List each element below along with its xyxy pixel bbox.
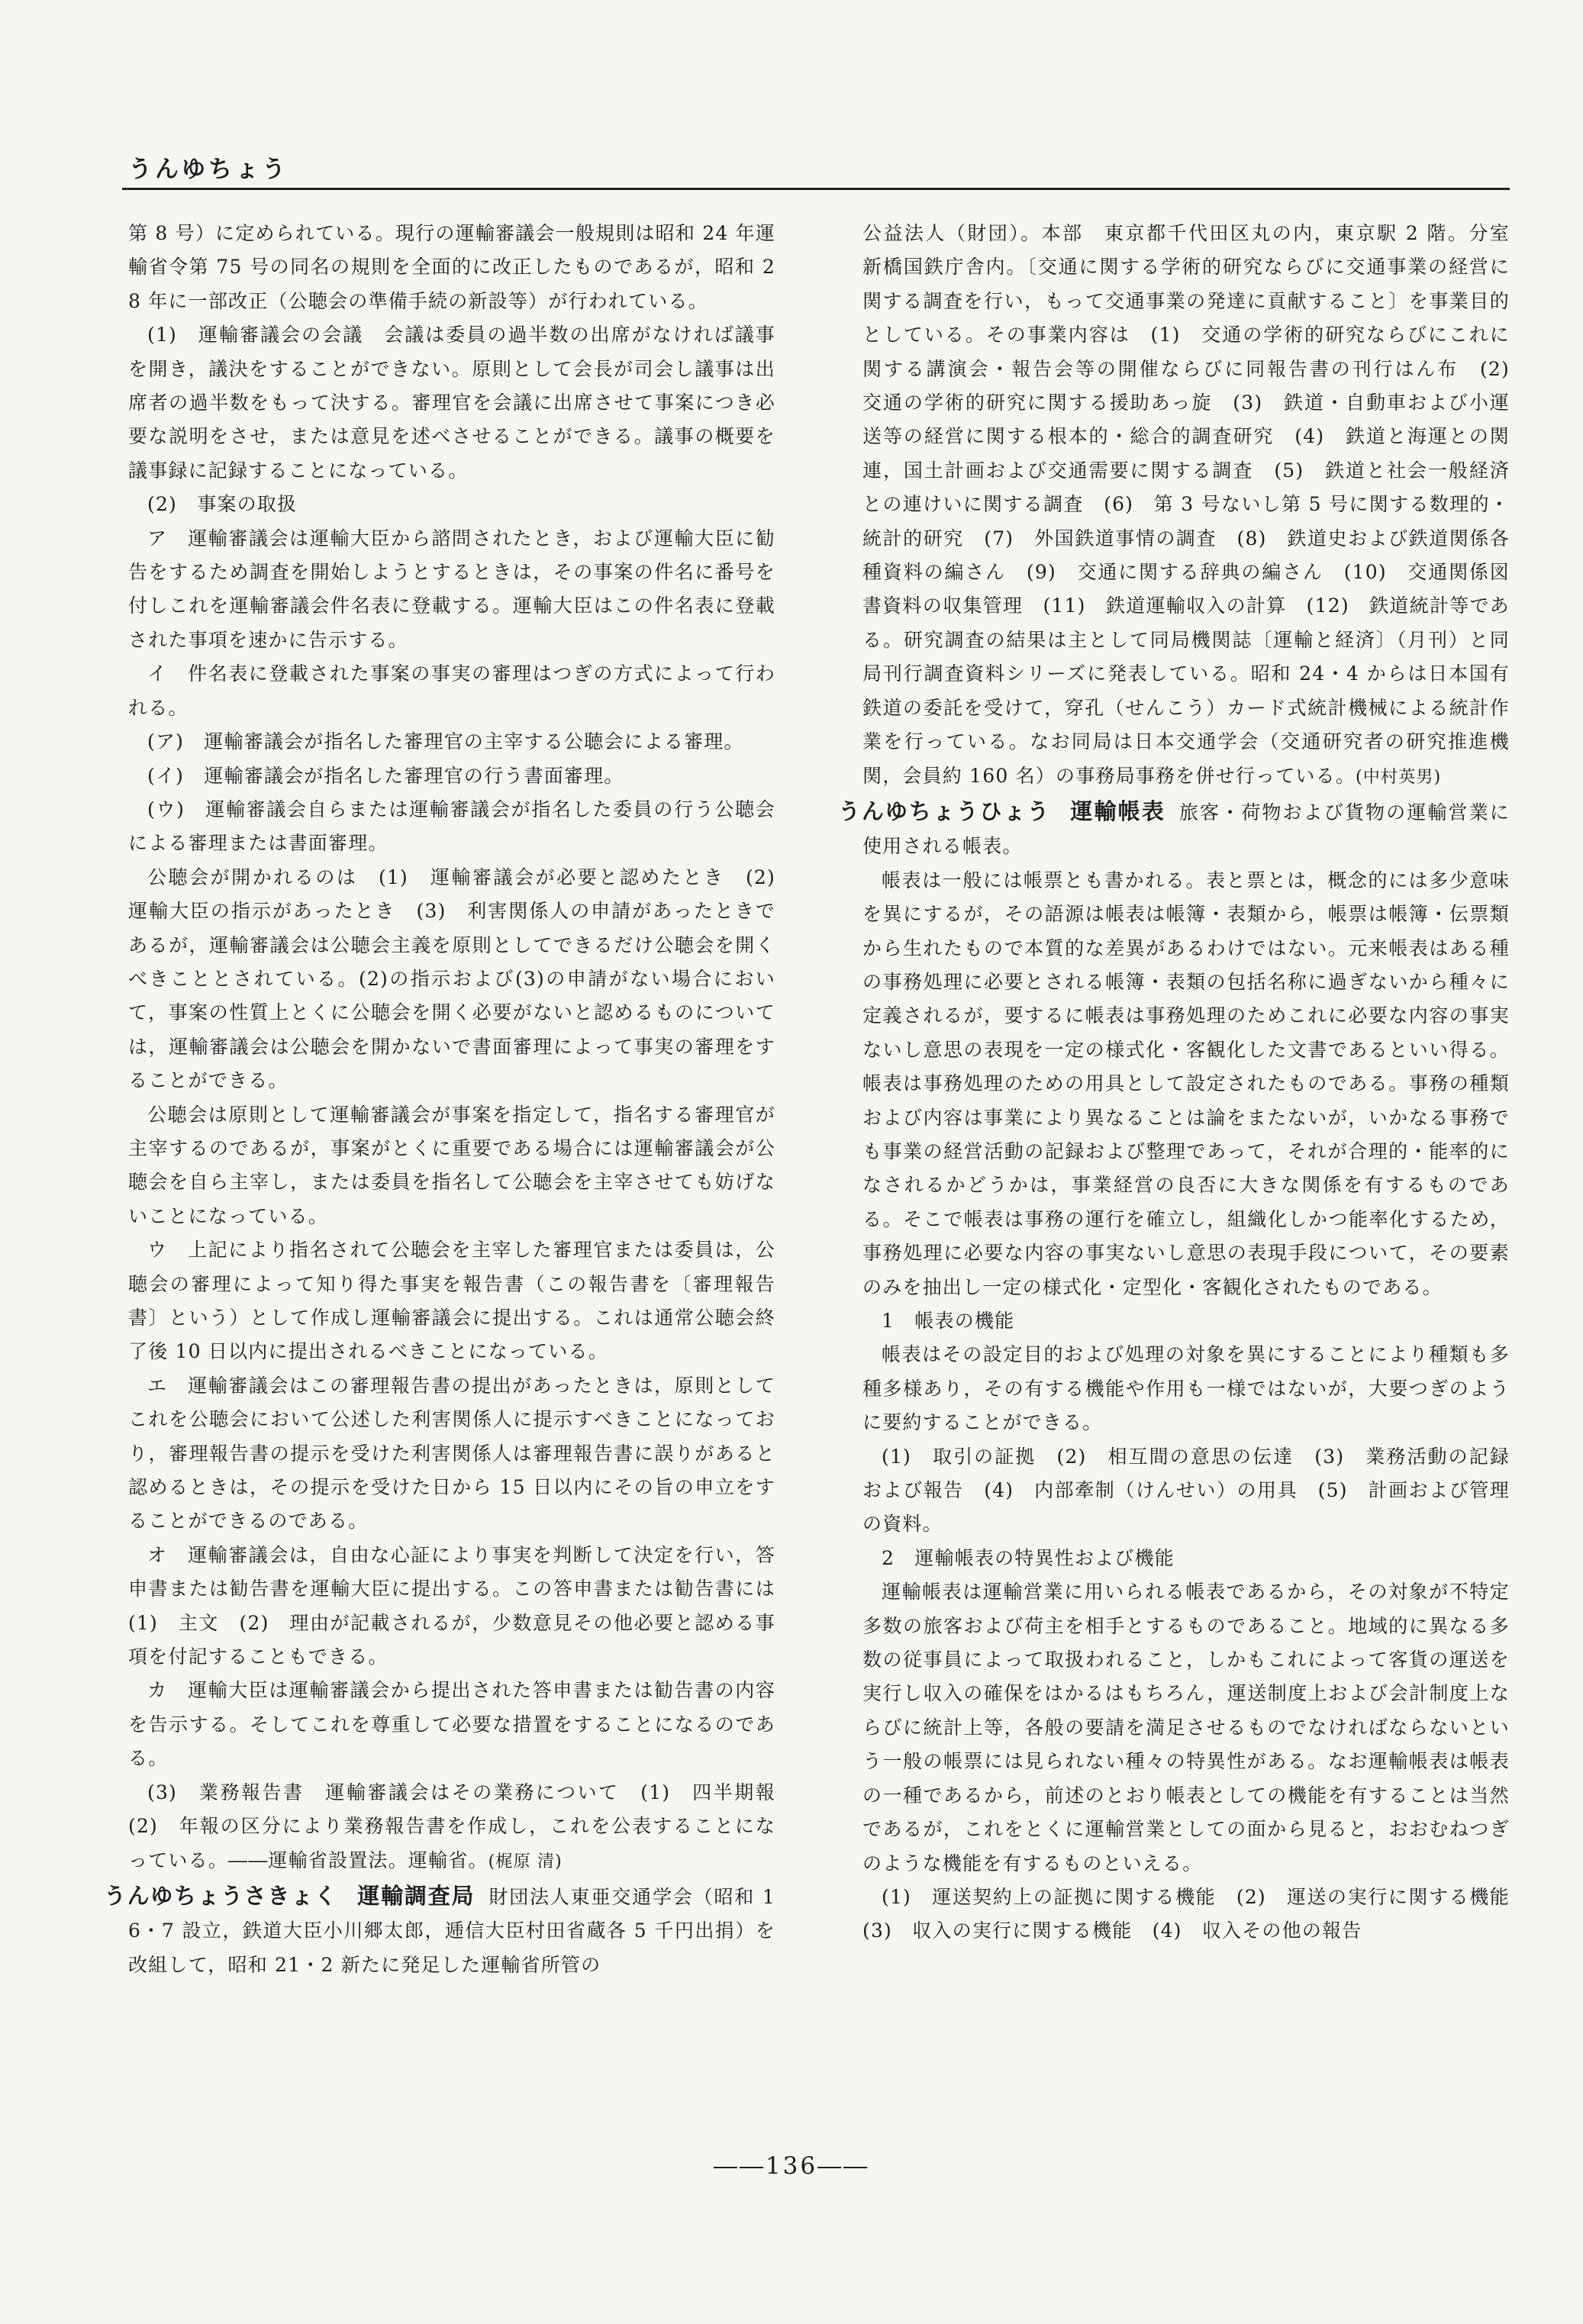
entry-headword: うんゆちょうさきょく: [104, 1882, 338, 1909]
entry-text: 旅客・荷物および貨物の運輸営業に使用される帳表。: [862, 801, 1510, 858]
paragraph: (ウ) 運輸審議会自らまたは運輸審議会が指名した委員の行う公聴会による審理または書面審理。: [128, 798, 775, 855]
paragraph: ア 運輸審議会は運輸大臣から諮問されたとき，および運輸大臣に勧告をするため調査を開始しようとするときは，その事案の件名に番号を付しこれを運輸審議会件名表に登載する。運輸大臣はこの件名表に登載された事項を速かに告示する。: [128, 527, 775, 651]
dictionary-entry: [838, 795, 1510, 864]
paragraph: 帳表は一般には帳票とも書かれる。表と票とは，概念的には多少意味を異にするが，その語源は帳表は帳簿・表類から，帳票は帳簿・伝票類から生れたもので本質的な差異があるわけではない。元来帳表はある種の事務処理に必要とされる帳簿・表類の包括名称に過ぎないから種々に定義されるが，要するに帳表は事務処理のためこれに必要な内容の事実ないし意思の表現を一定の様式化・客観化した文書であるといい得る。帳表は事務処理のための用具として設定されたものである。事務の種類および内容は事業により異なることは論をまたないが，いかなる事務でも事業の経営活動の記録および整理であって，それが合理的・能率的になされるかどうかは，事業経営の良否に大きな関係を有するものである。そこで帳表は事務の運行を確立し，組織化しかつ能率化するため，事務処理に必要な内容の事実ないし意思の表現手段について，その要素のみを抽出し一定の様式化・定型化・客観化されたものである。: [862, 869, 1510, 1298]
paragraph: (イ) 運輸審議会が指名した審理官の行う書面審理。: [147, 764, 624, 787]
paragraph: カ 運輸大臣は運輸審議会から提出された答申書または勧告書の内容を告示する。そしてこれを尊重して必要な措置をすることになるのである。: [128, 1679, 775, 1770]
paragraph: (1) 運送契約上の証拠に関する機能 (2) 運送の実行に関する機能 (3) 収入の実行に関する機能 (4) 収入その他の報告: [862, 1885, 1530, 1942]
entry-headword: うんゆちょうひょう: [838, 798, 1051, 824]
paragraph: [862, 217, 1530, 795]
author-credit: (中村英男): [1356, 767, 1442, 787]
entry-text: 財団法人東亜交通学会（昭和 16・7 設立，鉄道大臣小川郷太郎，逓信大臣村田省蔵各 5 千円出捐）を改組して，昭和 21・2 新たに発足した運輸省所管の: [128, 1885, 775, 1976]
left-column: [104, 217, 796, 2140]
running-head: うんゆちょう: [128, 156, 289, 183]
paragraph: オ 運輸審議会は，自由な心証により事実を判断して決定を行い，答申書または勧告書を運輸大臣に提出する。この答申書または勧告書には (1) 主文 (2) 理由が記載されるが，少数意見その他必要と認める事項を付記することもできる。: [128, 1543, 796, 1668]
entry-title: 運輸調査局: [357, 1882, 476, 1909]
paragraph: 第 8 号）に定められている。現行の運輸審議会一般規則は昭和 24 年運輸省令第 75 号の同名の規則を全面的に改正したものであるが，昭和 28 年に一部改正（公聴会の準備手続の新設等）が行われている。: [128, 222, 775, 312]
paragraph: エ 運輸審議会はこの審理報告書の提出があったときは，原則としてこれを公聴会において公述した利害関係人に提示すべきことになっており，審理報告書の提示を受けた利害関係人は審理報告書に誤りがあると認めるときは，その提示を受けた日から 15 日以内にその旨の申立をすることができるのである。: [128, 1374, 775, 1533]
section-heading: 2 運輸帳表の特異性および機能: [882, 1546, 1175, 1569]
paragraph: (ア) 運輸審議会が指名した審理官の主宰する公聴会による審理。: [147, 730, 744, 753]
paragraph: イ 件名表に登載された事案の事実の審理はつぎの方式によって行われる。: [128, 662, 775, 719]
header-rule: [122, 188, 1510, 190]
paragraph: ウ 上記により指名されて公聴会を主宰した審理官または委員は，公聴会の審理によって知り得た事実を報告書（この報告書を〔審理報告書〕という）として作成し運輸審議会に提出する。これは通常公聴会終了後 10 日以内に提出されるべきことになっている。: [128, 1239, 775, 1363]
section-heading: 1 帳表の機能: [882, 1310, 1015, 1332]
paragraph: 公聴会は原則として運輸審議会が事案を指定して，指名する審理官が主宰するのであるが，事案がとくに重要である場合には運輸審議会が公聴会を自ら主宰し，または委員を指名して公聴会を主宰させても妨げないことになっている。: [128, 1103, 775, 1227]
paragraph: (2) 事案の取扱: [147, 493, 298, 516]
paragraph: 帳表はその設定目的および処理の対象を異にすることにより種類も多種多様あり，その有する機能や作用も一様ではないが，大要つぎのように要約することができる。: [862, 1343, 1510, 1434]
paragraph-text: (3) 業務報告書 運輸審議会はその業務について (1) 四半期報 (2) 年報の区分により業務報告書を作成し，これを公表することになっている。――運輸省設置法。運輸省。: [128, 1781, 796, 1871]
paragraph: [128, 1776, 796, 1879]
right-column: [838, 217, 1530, 2140]
author-credit: (梶原 清): [488, 1852, 563, 1871]
paragraph: (1) 取引の証拠 (2) 相互間の意思の伝達 (3) 業務活動の記録および報告 (4) 内部牽制（けんせい）の用具 (5) 計画および管理の資料。: [862, 1445, 1510, 1536]
paragraph: (1) 運輸審議会の会議 会議は委員の過半数の出席がなければ議事を開き，議決をすることができない。原則として会長が司会し議事は出席者の過半数をもって決する。審理官を会議に出席させて事案につき必要な説明をさせ，または意見を述べさせることができる。議事の概要を議事録に記録することになっている。: [128, 324, 775, 482]
paragraph: 公聴会が開かれるのは (1) 運輸審議会が必要と認めたとき (2) 運輸大臣の指示があったとき (3) 利害関係人の申請があったときであるが，運輸審議会は公聴会主義を原則としてできるだけ公聴会を開くべきこととされている。(2)の指示および(3)の申請がない場合において，事案の性質上とくに公聴会を開く必要がないと認めるものについては，運輸審議会は公聴会を開かないで書面審理によって事実の審理をすることができる。: [128, 865, 796, 1092]
dictionary-entry: [104, 1879, 775, 1982]
entry-title: 運輸帳表: [1070, 798, 1165, 824]
paragraph-text: 公益法人（財団）。本部 東京都千代田区丸の内，東京駅 2 階。分室 新橋国鉄庁舎内。〔交通に関する学術的研究ならびに交通事業の経営に関する調査を行い，もって交通事業の発達に貢献すること〕を事業目的としている。その事業内容は (1) 交通の学術的研究ならびにこれに関する講演会・報告会等の開催ならびに同報告書の刊行はん布 (2) 交通の学術的研究に関する援助あっ旋 (3) 鉄道・自動車および小運送等の経営に関する根本的・総合的調査研究 (4) 鉄道と海運との関連，国土計画および交通需要に関する調査 (5) 鉄道と社会一般経済との連けいに関する調査 (6) 第 3 号ないし第 5 号に関する数理的・統計的研究 (7) 外国鉄道事情の調査 (8) 鉄道史および鉄道関係各種資料の編さん (9) 交通に関する辞典の編さん (10) 交通関係図書資料の収集管理 (11) 鉄道運輸収入の計算 (12) 鉄道統計等である。研究調査の結果は主として同局機関誌〔運輸と経済〕（月刊）と同局刊行調査資料シリーズに発表している。昭和 24・4 からは日本国有鉄道の委託を受けて，穿孔（せんこう）カード式統計機械による統計作業を行っている。なお同局は日本交通学会（交通研究者の研究推進機関，会員約 160 名）の事務局事務を併せ行っている。: [862, 222, 1530, 787]
paragraph: 運輸帳表は運輸営業に用いられる帳表であるから，その対象が不特定多数の旅客および荷主を相手とするものであること。地域的に異なる多数の従事員によって取扱われること，しかもこれによって客貨の運送を実行し収入の確保をはかるはもちろん，運送制度上および会計制度上ならびに統計上等，各般の要請を満足させるものでなければならないという一般の帳票には見られない種々の特異性がある。なお運輸帳表は帳表の一種であるから，前述のとおり帳表としての機能を有することは当然であるが，これをとくに運輸営業としての面から見ると，おおむねつぎのような機能を有するものといえる。: [862, 1581, 1510, 1874]
page-number: ――136――: [713, 2152, 870, 2180]
